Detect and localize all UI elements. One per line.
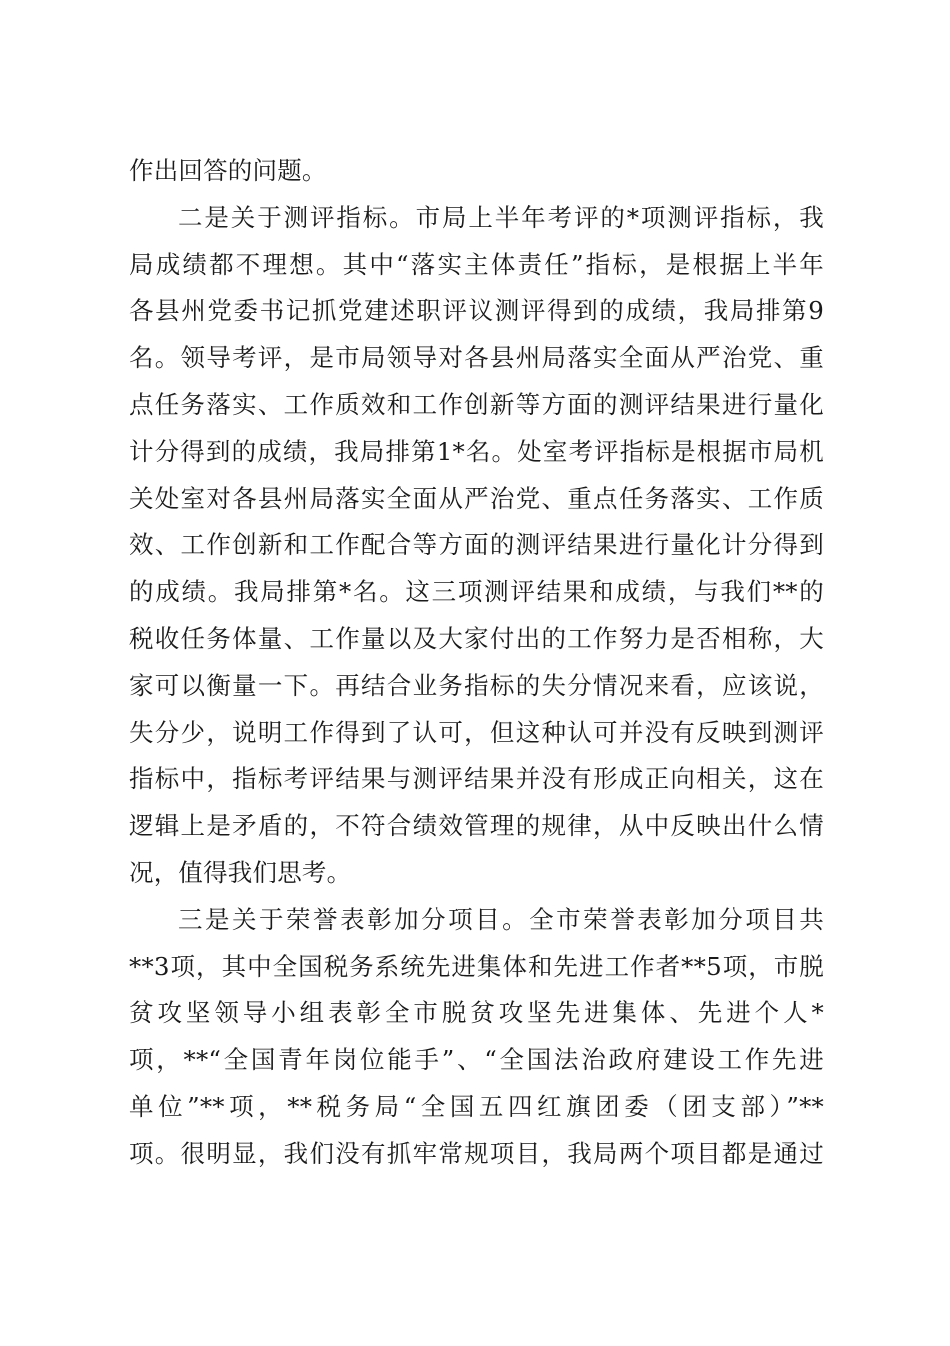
text-line: 指标中，指标考评结果与测评结果并没有形成正向相关，这在 [129, 764, 824, 794]
text-line: 家可以衡量一下。再结合业务指标的失分情况来看，应该说， [129, 670, 824, 700]
paragraph-start-line: 二是关于测评指标。市局上半年考评的*项测评指标，我 [178, 202, 824, 232]
text-line: 逻辑上是矛盾的，不符合绩效管理的规律，从中反映出什么情 [129, 811, 824, 841]
text-line: 税收任务体量、工作量以及大家付出的工作努力是否相称，大 [129, 623, 824, 653]
text-line: 效、工作创新和工作配合等方面的测评结果进行量化计分得到 [129, 530, 824, 560]
text-line: **3项，其中全国税务系统先进集体和先进工作者**5项，市脱 [129, 951, 824, 981]
text-line: 各县州党委书记抓党建述职评议测评得到的成绩，我局排第9 [129, 296, 824, 326]
text-line: 名。领导考评，是市局领导对各县州局落实全面从严治党、重 [129, 343, 824, 373]
text-line: 计分得到的成绩，我局排第1*名。处室考评指标是根据市局机 [129, 436, 824, 466]
text-line: 关处室对各县州局落实全面从严治党、重点任务落实、工作质 [129, 483, 824, 513]
text-line: 局成绩都不理想。其中“落实主体责任”指标，是根据上半年 [129, 249, 824, 279]
text-line: 的成绩。我局排第*名。这三项测评结果和成绩，与我们**的 [129, 577, 824, 607]
text-line: 单位”**项，**税务局“全国五四红旗团委（团支部）”** [129, 1091, 824, 1121]
text-line: 项。很明显，我们没有抓牢常规项目，我局两个项目都是通过 [129, 1138, 824, 1168]
paragraph-end-line: 况，值得我们思考。 [129, 857, 352, 887]
text-line: 点任务落实、工作质效和工作创新等方面的测评结果进行量化 [129, 389, 824, 419]
text-line: 项，**“全国青年岗位能手”、“全国法治政府建设工作先进 [129, 1045, 824, 1075]
paragraph-start-line: 三是关于荣誉表彰加分项目。全市荣誉表彰加分项目共 [178, 904, 824, 934]
body-text [129, 148, 824, 1178]
text-line: 贫攻坚领导小组表彰全市脱贫攻坚先进集体、先进个人* [129, 998, 824, 1028]
text-line: 作出回答的问题。 [129, 156, 327, 185]
text-line: 失分少，说明工作得到了认可，但这种认可并没有反映到测评 [129, 717, 824, 747]
